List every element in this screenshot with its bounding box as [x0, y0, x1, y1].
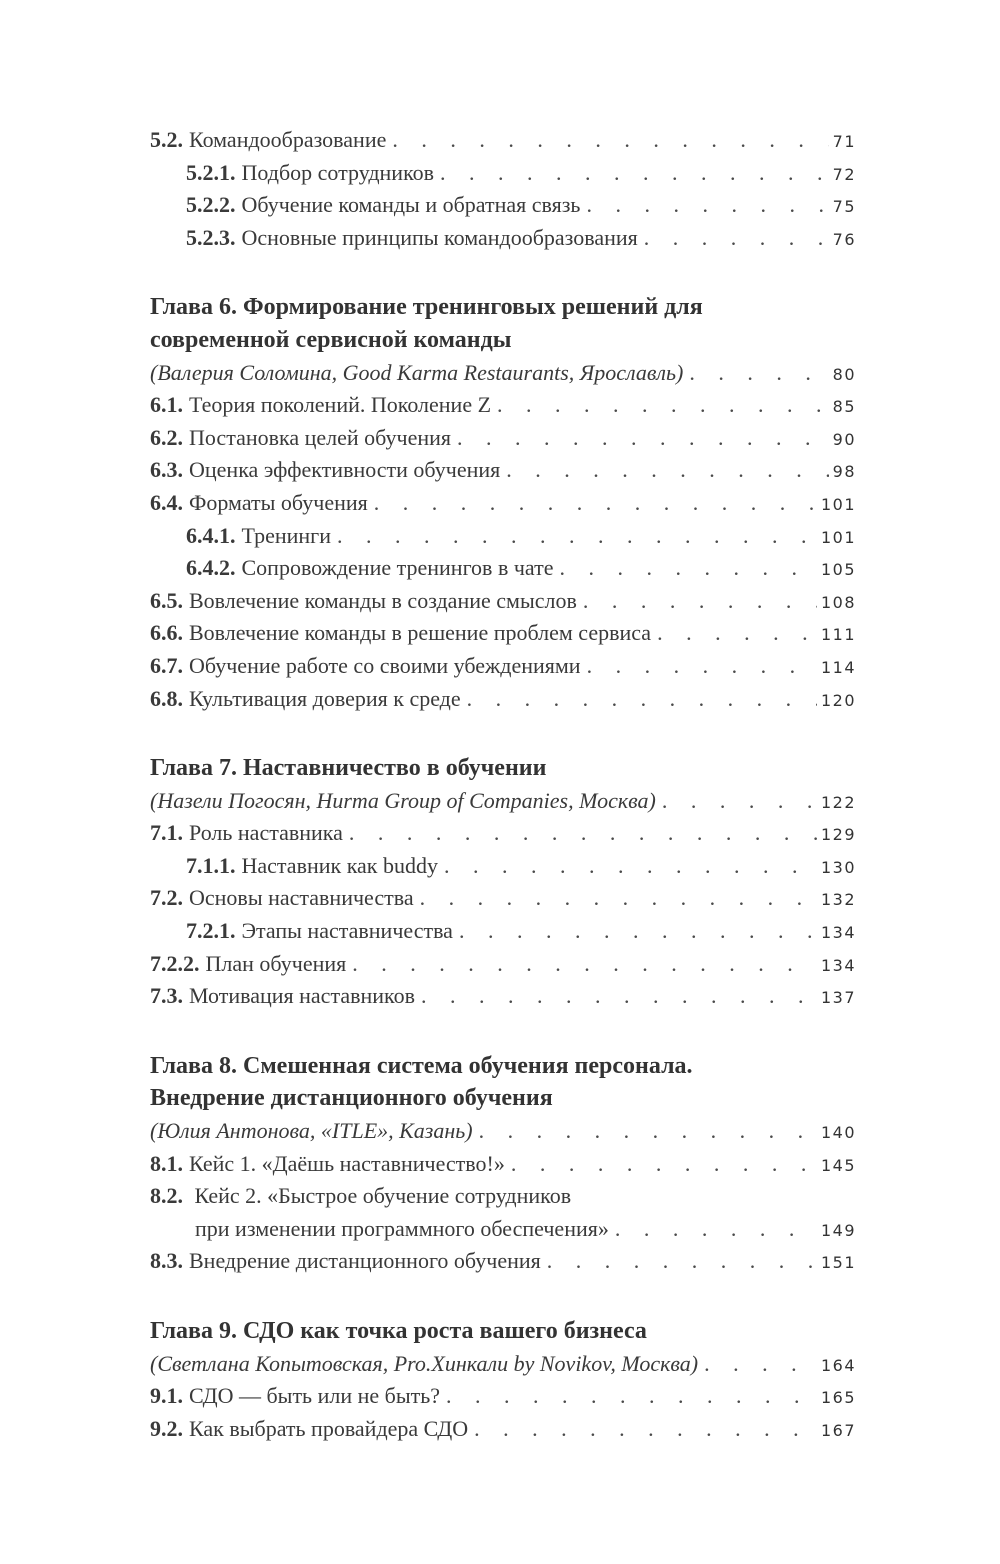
- entry-page: 165: [820, 1388, 856, 1408]
- entry-number: 6.5.: [150, 587, 183, 613]
- entry-title: Тренинги: [241, 522, 331, 548]
- toc-entry-6-4-2: [150, 552, 856, 585]
- dot-leader: [559, 552, 816, 585]
- chapter-8-title-line1: Глава 8. Смешенная система обучения персонала.: [150, 1052, 693, 1079]
- entry-title: Теория поколений. Поколение Z: [189, 392, 492, 418]
- entry-number: 6.2.: [150, 424, 183, 450]
- toc-entry-6-4-1: [150, 520, 856, 553]
- dot-leader: [506, 454, 828, 487]
- dot-leader: [474, 1413, 817, 1446]
- entry-title: Кейс 2. «Быстрое обучение сотрудников: [194, 1183, 572, 1209]
- toc-entry-7-2: [150, 882, 856, 915]
- dot-leader: [349, 817, 817, 850]
- entry-number: 9.2.: [150, 1415, 183, 1441]
- dot-leader: [392, 124, 828, 157]
- entry-title: Наставник как buddy: [241, 852, 438, 878]
- entry-title: Оценка эффективности обучения: [189, 457, 501, 483]
- toc-entry-6-8: [150, 683, 856, 716]
- chapter-7-title: Глава 7. Наставничество в обучении: [150, 755, 547, 782]
- entry-title: Обучение работе со своими убеждениями: [189, 652, 581, 678]
- entry-title: Вовлечение команды в создание смыслов: [189, 587, 577, 613]
- entry-title: Кейс 1. «Даёшь наставничество!»: [189, 1150, 505, 1176]
- dot-leader: [704, 1348, 817, 1381]
- toc-entry-9-2: [150, 1413, 856, 1446]
- entry-number: 6.8.: [150, 685, 183, 711]
- entry-number: 7.1.: [150, 820, 183, 846]
- entry-page: 145: [820, 1155, 856, 1175]
- toc-entry-6-2: [150, 422, 856, 455]
- entry-title: Обучение команды и обратная связь: [241, 192, 581, 218]
- entry-number: 5.2.3.: [186, 224, 236, 250]
- entry-page: 71: [832, 132, 856, 151]
- entry-number: 6.7.: [150, 652, 183, 678]
- toc-entry-8-1: [150, 1148, 856, 1181]
- entry-page: 149: [820, 1220, 856, 1240]
- author-credit: (Светлана Копытовская, Pro.Хинкали by Novikov, Москва): [150, 1350, 699, 1376]
- author-credit: (Назели Погосян, Hurma Group of Companies, Москва): [150, 787, 656, 813]
- dot-leader: [467, 683, 817, 716]
- entry-page: 130: [820, 857, 856, 877]
- entry-number: 6.4.: [150, 489, 183, 515]
- chapter-8-author: [150, 1115, 856, 1148]
- dot-leader: [644, 222, 829, 255]
- toc-entry-6-3: [150, 454, 856, 487]
- chapter-9-title: Глава 9. СДО как точка роста вашего бизнеса: [150, 1318, 647, 1344]
- dot-leader: [420, 882, 817, 915]
- author-credit: (Валерия Соломина, Good Karma Restaurants, Ярославль): [150, 359, 684, 385]
- entry-page: 101: [820, 527, 856, 547]
- entry-title: Культивация доверия к среде: [189, 685, 461, 711]
- toc-entry-7-1-1: [150, 850, 856, 883]
- table-of-contents: [150, 124, 856, 1445]
- entry-title: Постановка целей обучения: [189, 424, 452, 450]
- entry-title: Этапы наставничества: [241, 918, 453, 944]
- toc-entry-5-2-2: [150, 189, 856, 222]
- toc-entry-6-4: [150, 487, 856, 520]
- chapter-6-author: [150, 357, 856, 390]
- entry-page: 134: [820, 923, 856, 943]
- chapter-6-title-line1: Глава 6. Формирование тренинговых решений для: [150, 294, 703, 321]
- entry-page: 108: [820, 592, 856, 612]
- dot-leader: [374, 487, 817, 520]
- entry-page: 76: [832, 229, 856, 249]
- toc-entry-8-2-line2: [150, 1213, 856, 1246]
- dot-leader: [615, 1213, 817, 1246]
- entry-page: 167: [820, 1420, 856, 1440]
- entry-page: 85: [832, 397, 856, 417]
- entry-title: Роль наставника: [189, 820, 343, 846]
- entry-page: 164: [820, 1355, 856, 1375]
- entry-title: Вовлечение команды в решение проблем сервиса: [189, 620, 652, 646]
- entry-number: 7.1.1.: [186, 852, 236, 878]
- entry-number: 5.2.: [150, 127, 183, 152]
- dot-leader: [511, 1148, 817, 1181]
- dot-leader: [457, 422, 829, 455]
- entry-number: 7.2.1.: [186, 918, 236, 944]
- entry-page: 120: [820, 690, 856, 710]
- entry-title: Мотивация наставников: [189, 983, 415, 1009]
- toc-entry-7-3: [150, 980, 856, 1013]
- dot-leader: [587, 650, 817, 683]
- dot-leader: [444, 850, 817, 883]
- entry-page: 75: [832, 197, 856, 217]
- entry-title-continued: при изменении программного обеспечения»: [195, 1215, 609, 1241]
- entry-number: 6.3.: [150, 457, 183, 483]
- toc-entry-6-5: [150, 585, 856, 618]
- toc-entry-7-2-2: [150, 948, 856, 981]
- dot-leader: [421, 980, 817, 1013]
- chapter-6-title-line2: современной сервисной команды: [150, 326, 512, 353]
- entry-title: Основы наставничества: [189, 885, 414, 911]
- entry-title: СДО — быть или не быть?: [189, 1383, 441, 1409]
- dot-leader: [459, 915, 817, 948]
- entry-number: 9.1.: [150, 1383, 183, 1409]
- dot-leader: [657, 617, 817, 650]
- toc-entry-7-2-1: [150, 915, 856, 948]
- entry-title: Сопровождение тренингов в чате: [241, 555, 554, 581]
- entry-number: 6.1.: [150, 392, 183, 418]
- entry-number: 6.4.2.: [186, 555, 236, 581]
- entry-number: 6.4.1.: [186, 522, 236, 548]
- dot-leader: [446, 1380, 817, 1413]
- entry-number: 8.2.: [150, 1183, 183, 1209]
- toc-entry-5-2-3: [150, 222, 856, 255]
- entry-title: Как выбрать провайдера СДО: [189, 1415, 469, 1441]
- toc-entry-5-2: [150, 124, 856, 157]
- entry-title: Внедрение дистанционного обучения: [189, 1248, 541, 1274]
- dot-leader: [352, 948, 817, 981]
- entry-title: Подбор сотрудников: [241, 159, 435, 185]
- entry-number: 8.3.: [150, 1248, 183, 1274]
- entry-number: 8.1.: [150, 1150, 183, 1176]
- entry-page: 129: [820, 825, 856, 845]
- author-credit: (Юлия Антонова, «ITLE», Казань): [150, 1118, 473, 1144]
- entry-page: 132: [820, 890, 856, 910]
- entry-page: 101: [820, 494, 856, 514]
- entry-number: 7.2.: [150, 885, 183, 911]
- entry-number: 5.2.1.: [186, 159, 236, 185]
- dot-leader: [662, 785, 817, 818]
- entry-page: 80: [832, 364, 856, 384]
- toc-entry-7-1: [150, 817, 856, 850]
- toc-entry-6-7: [150, 650, 856, 683]
- entry-number: 7.3.: [150, 983, 183, 1009]
- entry-title: Форматы обучения: [189, 489, 368, 515]
- toc-entry-8-2-line1: [150, 1180, 856, 1213]
- entry-number: 6.6.: [150, 620, 183, 646]
- dot-leader: [586, 189, 828, 222]
- toc-entry-5-2-1: [150, 157, 856, 190]
- entry-page: 140: [820, 1123, 856, 1143]
- dot-leader: [497, 389, 829, 422]
- dot-leader: [583, 585, 817, 618]
- entry-page: 90: [832, 429, 856, 449]
- toc-entry-6-1: [150, 389, 856, 422]
- dot-leader: [547, 1245, 817, 1278]
- dot-leader: [689, 357, 828, 390]
- entry-page: 105: [820, 560, 856, 580]
- entry-page: 137: [820, 988, 856, 1008]
- dot-leader: [479, 1115, 817, 1148]
- entry-page: 122: [820, 792, 856, 812]
- entry-number: 7.2.2.: [150, 950, 200, 976]
- entry-page: 134: [820, 955, 856, 975]
- entry-title: Командообразование: [189, 127, 387, 152]
- entry-page: 111: [820, 625, 856, 645]
- chapter-7-author: [150, 785, 856, 818]
- toc-entry-9-1: [150, 1380, 856, 1413]
- entry-page: 151: [820, 1253, 856, 1273]
- toc-entry-6-6: [150, 617, 856, 650]
- entry-page: 114: [820, 657, 856, 677]
- chapter-8-title-line2: Внедрение дистанционного обучения: [150, 1085, 553, 1112]
- entry-page: 72: [832, 164, 856, 184]
- chapter-9-author: [150, 1348, 856, 1381]
- entry-number: 5.2.2.: [186, 192, 236, 218]
- entry-title: Основные принципы командообразования: [241, 224, 638, 250]
- dot-leader: [440, 157, 829, 190]
- entry-page: 98: [832, 462, 856, 482]
- toc-entry-8-3: [150, 1245, 856, 1278]
- entry-title: План обучения: [205, 950, 347, 976]
- dot-leader: [337, 520, 817, 553]
